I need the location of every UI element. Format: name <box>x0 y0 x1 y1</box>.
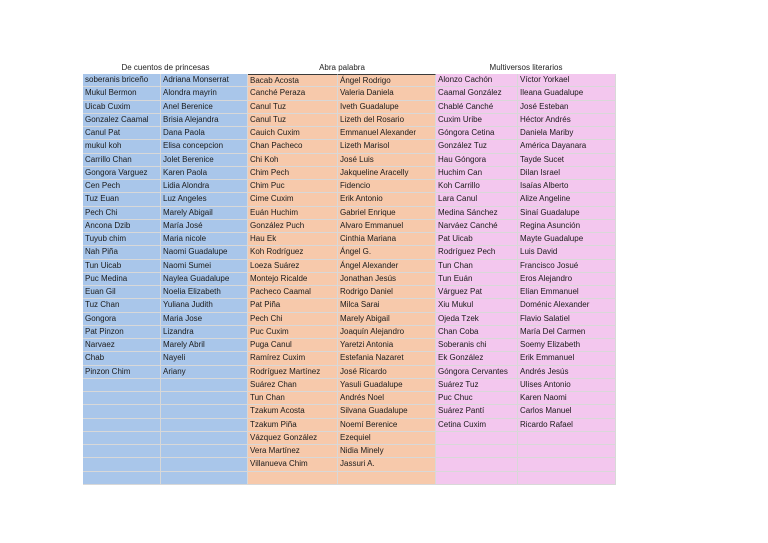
cell-abra-apellido[interactable]: Koh Rodríguez <box>248 246 338 259</box>
cell-multiversos-nombre[interactable]: Karen Naomi <box>518 392 616 405</box>
cell-abra-apellido[interactable]: González Puch <box>248 220 338 233</box>
cell-multiversos-apellido[interactable]: Koh Carrillo <box>436 180 518 193</box>
cell-princesas-nombre[interactable]: Anel Berenice <box>161 101 248 114</box>
cell-abra-apellido[interactable]: Cauich Cuxim <box>248 127 338 140</box>
cell-multiversos-apellido[interactable] <box>436 445 518 458</box>
cell-princesas-apellido[interactable]: soberanis briceño <box>83 74 161 87</box>
cell-abra-apellido[interactable]: Pacheco Caamal <box>248 286 338 299</box>
cell-multiversos-nombre[interactable]: Isaías Alberto <box>518 180 616 193</box>
cell-abra-nombre[interactable]: Silvana Guadalupe <box>338 405 436 418</box>
cell-multiversos-nombre[interactable]: Carlos Manuel <box>518 405 616 418</box>
cell-multiversos-nombre[interactable]: Ulises Antonio <box>518 379 616 392</box>
cell-multiversos-apellido[interactable] <box>436 432 518 445</box>
cell-abra-nombre[interactable]: Noemí Berenice <box>338 419 436 432</box>
table-row <box>83 167 616 180</box>
cell-abra-nombre[interactable]: Nidia Minely <box>338 445 436 458</box>
cell-princesas-nombre[interactable] <box>161 432 248 445</box>
cell-multiversos-nombre[interactable]: Ileana Guadalupe <box>518 87 616 100</box>
cell-multiversos-apellido[interactable]: Suárez Tuz <box>436 379 518 392</box>
cell-multiversos-nombre[interactable]: Tayde Sucet <box>518 154 616 167</box>
student-grid <box>83 74 616 485</box>
group-headers <box>83 62 616 74</box>
table-row <box>83 313 616 326</box>
cell-princesas-nombre[interactable]: Nayeli <box>161 352 248 365</box>
cell-multiversos-nombre[interactable]: América Dayanara <box>518 140 616 153</box>
cell-multiversos-apellido[interactable]: Alonzo Cachón <box>436 74 518 87</box>
cell-multiversos-apellido[interactable]: Chablé Canché <box>436 101 518 114</box>
cell-abra-apellido[interactable]: Montejo Ricalde <box>248 273 338 286</box>
cell-princesas-nombre[interactable]: Noelia Elizabeth <box>161 286 248 299</box>
cell-princesas-nombre[interactable] <box>161 419 248 432</box>
cell-princesas-apellido[interactable] <box>83 432 161 445</box>
cell-multiversos-nombre[interactable]: Daniela Mariby <box>518 127 616 140</box>
cell-princesas-nombre[interactable] <box>161 379 248 392</box>
cell-abra-apellido[interactable]: Loeza Suárez <box>248 260 338 273</box>
cell-abra-nombre[interactable]: Rodrigo Daniel <box>338 286 436 299</box>
cell-princesas-nombre[interactable]: Alondra mayrin <box>161 87 248 100</box>
cell-princesas-apellido[interactable] <box>83 472 161 485</box>
cell-abra-nombre[interactable]: Cinthia Mariana <box>338 233 436 246</box>
table-row <box>83 207 616 220</box>
cell-multiversos-apellido[interactable]: Xiu Mukul <box>436 299 518 312</box>
table-row <box>83 286 616 299</box>
cell-multiversos-apellido[interactable]: Caamal González <box>436 87 518 100</box>
table-row <box>83 379 616 392</box>
cell-princesas-apellido[interactable]: Ancona Dzib <box>83 220 161 233</box>
cell-multiversos-apellido[interactable]: Cuxim Uribe <box>436 114 518 127</box>
cell-princesas-nombre[interactable]: Maria nicole <box>161 233 248 246</box>
cell-multiversos-nombre[interactable]: Doménic Alexander <box>518 299 616 312</box>
table-row <box>83 101 616 114</box>
cell-multiversos-nombre[interactable]: Luis David <box>518 246 616 259</box>
cell-abra-nombre[interactable]: Andrés Noel <box>338 392 436 405</box>
cell-princesas-nombre[interactable]: Yuliana Judith <box>161 299 248 312</box>
cell-abra-nombre[interactable] <box>338 472 436 485</box>
cell-princesas-apellido[interactable]: Tuz Chan <box>83 299 161 312</box>
cell-multiversos-apellido[interactable]: Várguez Pat <box>436 286 518 299</box>
cell-multiversos-apellido[interactable] <box>436 472 518 485</box>
cell-multiversos-nombre[interactable]: Ricardo Rafael <box>518 419 616 432</box>
cell-princesas-apellido[interactable]: Gonzalez Caamal <box>83 114 161 127</box>
cell-princesas-apellido[interactable]: Cen Pech <box>83 180 161 193</box>
cell-princesas-apellido[interactable] <box>83 405 161 418</box>
cell-abra-nombre[interactable]: Fidencio <box>338 180 436 193</box>
table-row <box>83 352 616 365</box>
cell-abra-nombre[interactable]: José Luis <box>338 154 436 167</box>
cell-abra-apellido[interactable]: Tun Chan <box>248 392 338 405</box>
table-row <box>83 246 616 259</box>
cell-princesas-apellido[interactable] <box>83 419 161 432</box>
cell-abra-nombre[interactable]: Jassuri A. <box>338 458 436 471</box>
table-row <box>83 472 616 485</box>
cell-multiversos-nombre[interactable]: José Esteban <box>518 101 616 114</box>
table-row <box>83 419 616 432</box>
cell-abra-apellido[interactable]: Hau Ek <box>248 233 338 246</box>
cell-princesas-nombre[interactable]: Ariany <box>161 366 248 379</box>
cell-princesas-nombre[interactable] <box>161 445 248 458</box>
cell-princesas-apellido[interactable]: mukul koh <box>83 140 161 153</box>
cell-abra-nombre[interactable]: Yasuli Guadalupe <box>338 379 436 392</box>
table-row <box>83 114 616 127</box>
cell-abra-nombre[interactable]: Joaquín Alejandro <box>338 326 436 339</box>
cell-multiversos-apellido[interactable]: Suárez Pantí <box>436 405 518 418</box>
table-row <box>83 405 616 418</box>
cell-multiversos-nombre[interactable]: Alize Angeline <box>518 193 616 206</box>
cell-abra-nombre[interactable]: Lizeth del Rosario <box>338 114 436 127</box>
cell-abra-nombre[interactable]: Yaretzi Antonia <box>338 339 436 352</box>
cell-abra-apellido[interactable]: Canché Peraza <box>248 87 338 100</box>
cell-princesas-nombre[interactable]: Maria Jose <box>161 313 248 326</box>
cell-abra-nombre[interactable]: Jakqueline Aracelly <box>338 167 436 180</box>
table-row <box>83 180 616 193</box>
cell-princesas-apellido[interactable]: Pinzon Chim <box>83 366 161 379</box>
cell-abra-apellido[interactable]: Pat Piña <box>248 299 338 312</box>
cell-princesas-nombre[interactable] <box>161 405 248 418</box>
cell-princesas-apellido[interactable]: Pech Chi <box>83 207 161 220</box>
cell-princesas-apellido[interactable]: Mukul Bermon <box>83 87 161 100</box>
table-row <box>83 339 616 352</box>
cell-multiversos-nombre[interactable]: Dilan Israel <box>518 167 616 180</box>
cell-princesas-apellido[interactable]: Carrillo Chan <box>83 154 161 167</box>
cell-abra-apellido[interactable]: Villanueva Chim <box>248 458 338 471</box>
cell-princesas-nombre[interactable] <box>161 392 248 405</box>
cell-multiversos-apellido[interactable]: González Tuz <box>436 140 518 153</box>
cell-princesas-nombre[interactable]: Naomi Sumei <box>161 260 248 273</box>
cell-multiversos-apellido[interactable]: Ojeda Tzek <box>436 313 518 326</box>
cell-princesas-nombre[interactable]: Adriana Monserrat <box>161 74 248 87</box>
cell-abra-nombre[interactable]: José Ricardo <box>338 366 436 379</box>
cell-multiversos-apellido[interactable]: Puc Chuc <box>436 392 518 405</box>
cell-abra-apellido[interactable]: Chi Koh <box>248 154 338 167</box>
cell-multiversos-nombre[interactable]: María Del Carmen <box>518 326 616 339</box>
cell-princesas-apellido[interactable]: Tuyub chim <box>83 233 161 246</box>
cell-multiversos-nombre[interactable]: Soemy Elizabeth <box>518 339 616 352</box>
cell-princesas-nombre[interactable]: Jolet Berenice <box>161 154 248 167</box>
cell-abra-apellido[interactable]: Chim Pech <box>248 167 338 180</box>
cell-multiversos-apellido[interactable]: Lara Canul <box>436 193 518 206</box>
cell-princesas-apellido[interactable] <box>83 392 161 405</box>
cell-princesas-apellido[interactable]: Tun Uicab <box>83 260 161 273</box>
cell-multiversos-apellido[interactable]: Góngora Cetina <box>436 127 518 140</box>
table-row <box>83 233 616 246</box>
cell-multiversos-nombre[interactable]: Regina Asunción <box>518 220 616 233</box>
cell-abra-nombre[interactable]: Ángel G. <box>338 246 436 259</box>
cell-multiversos-apellido[interactable]: Rodríguez Pech <box>436 246 518 259</box>
table-row <box>83 366 616 379</box>
cell-multiversos-apellido[interactable]: Tun Euán <box>436 273 518 286</box>
group-header-multiversos: Multiversos literarios <box>489 63 563 72</box>
cell-abra-apellido[interactable]: Chim Puc <box>248 180 338 193</box>
cell-multiversos-apellido[interactable]: Medina Sánchez <box>436 207 518 220</box>
cell-abra-apellido[interactable]: Tzakum Acosta <box>248 405 338 418</box>
cell-princesas-apellido[interactable]: Nah Piña <box>83 246 161 259</box>
cell-abra-apellido[interactable]: Vera Martínez <box>248 445 338 458</box>
cell-abra-nombre[interactable]: Gabriel Enrique <box>338 207 436 220</box>
cell-abra-apellido[interactable]: Suárez Chan <box>248 379 338 392</box>
cell-multiversos-apellido[interactable]: Chan Coba <box>436 326 518 339</box>
table-row <box>83 74 616 87</box>
table-row <box>83 326 616 339</box>
cell-abra-nombre[interactable]: Erik Antonio <box>338 193 436 206</box>
cell-princesas-nombre[interactable]: Dana Paola <box>161 127 248 140</box>
cell-princesas-nombre[interactable] <box>161 458 248 471</box>
cell-princesas-nombre[interactable]: Lizandra <box>161 326 248 339</box>
cell-multiversos-nombre[interactable]: Héctor Andrés <box>518 114 616 127</box>
table-row <box>83 432 616 445</box>
cell-abra-apellido[interactable]: Bacab Acosta <box>248 74 338 87</box>
cell-multiversos-nombre[interactable]: Víctor Yorkael <box>518 74 616 87</box>
cell-princesas-nombre[interactable]: Lidia Alondra <box>161 180 248 193</box>
cell-multiversos-apellido[interactable]: Góngora Cervantes <box>436 366 518 379</box>
table-row <box>83 299 616 312</box>
cell-multiversos-nombre[interactable]: Flavio Salatiel <box>518 313 616 326</box>
cell-abra-apellido[interactable]: Canul Tuz <box>248 101 338 114</box>
cell-abra-apellido[interactable]: Rodríguez Martínez <box>248 366 338 379</box>
cell-multiversos-nombre[interactable] <box>518 458 616 471</box>
cell-princesas-apellido[interactable]: Narvaez <box>83 339 161 352</box>
cell-multiversos-apellido[interactable]: Tun Chan <box>436 260 518 273</box>
cell-abra-nombre[interactable]: Ángel Rodrigo <box>338 74 436 87</box>
cell-princesas-nombre[interactable]: María José <box>161 220 248 233</box>
cell-princesas-nombre[interactable]: Luz Angeles <box>161 193 248 206</box>
cell-multiversos-apellido[interactable]: Ek González <box>436 352 518 365</box>
cell-multiversos-apellido[interactable]: Huchim Can <box>436 167 518 180</box>
cell-multiversos-apellido[interactable]: Cetina Cuxim <box>436 419 518 432</box>
cell-abra-apellido[interactable]: Cime Cuxim <box>248 193 338 206</box>
group-header-princesas: De cuentos de princesas <box>121 63 210 72</box>
cell-princesas-nombre[interactable]: Elisa concepcion <box>161 140 248 153</box>
table-row <box>83 87 616 100</box>
cell-abra-apellido[interactable]: Vázquez González <box>248 432 338 445</box>
cell-abra-nombre[interactable]: Valeria Daniela <box>338 87 436 100</box>
cell-princesas-apellido[interactable] <box>83 379 161 392</box>
cell-princesas-nombre[interactable]: Marely Abril <box>161 339 248 352</box>
table-row <box>83 127 616 140</box>
cell-multiversos-nombre[interactable] <box>518 432 616 445</box>
cell-abra-nombre[interactable]: Jonathan Jesús <box>338 273 436 286</box>
table-row <box>83 220 616 233</box>
cell-multiversos-apellido[interactable]: Narváez Canché <box>436 220 518 233</box>
cell-abra-apellido[interactable] <box>248 472 338 485</box>
cell-princesas-nombre[interactable]: Karen Paola <box>161 167 248 180</box>
cell-multiversos-nombre[interactable]: Sinaí Guadalupe <box>518 207 616 220</box>
cell-princesas-apellido[interactable]: Gongora Varguez <box>83 167 161 180</box>
cell-abra-apellido[interactable]: Canul Tuz <box>248 114 338 127</box>
spreadsheet <box>83 62 616 485</box>
cell-multiversos-nombre[interactable]: Francisco Josué <box>518 260 616 273</box>
table-row <box>83 193 616 206</box>
cell-princesas-nombre[interactable]: Marely Abigail <box>161 207 248 220</box>
cell-multiversos-nombre[interactable]: Elían Emmanuel <box>518 286 616 299</box>
cell-abra-nombre[interactable]: Milca Sarai <box>338 299 436 312</box>
cell-multiversos-nombre[interactable]: Eros Alejandro <box>518 273 616 286</box>
cell-princesas-apellido[interactable]: Chab <box>83 352 161 365</box>
cell-abra-apellido[interactable]: Chan Pacheco <box>248 140 338 153</box>
cell-abra-nombre[interactable]: Lizeth Marisol <box>338 140 436 153</box>
table-row <box>83 154 616 167</box>
cell-princesas-nombre[interactable]: Naomi Guadalupe <box>161 246 248 259</box>
cell-abra-apellido[interactable]: Euán Huchim <box>248 207 338 220</box>
cell-abra-nombre[interactable]: Emmanuel Alexander <box>338 127 436 140</box>
table-row <box>83 445 616 458</box>
table-row <box>83 392 616 405</box>
cell-multiversos-nombre[interactable] <box>518 472 616 485</box>
cell-princesas-nombre[interactable] <box>161 472 248 485</box>
table-row <box>83 140 616 153</box>
cell-multiversos-nombre[interactable]: Mayte Guadalupe <box>518 233 616 246</box>
cell-abra-nombre[interactable]: Marely Abigail <box>338 313 436 326</box>
cell-abra-nombre[interactable]: Iveth Guadalupe <box>338 101 436 114</box>
cell-multiversos-nombre[interactable]: Erik Emmanuel <box>518 352 616 365</box>
cell-abra-nombre[interactable]: Ángel Alexander <box>338 260 436 273</box>
cell-multiversos-apellido[interactable]: Pat Uicab <box>436 233 518 246</box>
cell-princesas-apellido[interactable]: Pat Pinzon <box>83 326 161 339</box>
cell-princesas-nombre[interactable]: Naylea Guadalupe <box>161 273 248 286</box>
table-row <box>83 260 616 273</box>
table-row <box>83 273 616 286</box>
cell-abra-nombre[interactable]: Ezequiel <box>338 432 436 445</box>
cell-multiversos-nombre[interactable] <box>518 445 616 458</box>
cell-abra-apellido[interactable]: Puc Cuxim <box>248 326 338 339</box>
cell-multiversos-apellido[interactable] <box>436 458 518 471</box>
cell-abra-nombre[interactable]: Estefania Nazaret <box>338 352 436 365</box>
cell-princesas-apellido[interactable]: Tuz Euan <box>83 193 161 206</box>
cell-abra-apellido[interactable]: Tzakum Piña <box>248 419 338 432</box>
cell-princesas-nombre[interactable]: Brisia Alejandra <box>161 114 248 127</box>
cell-princesas-apellido[interactable]: Gongora <box>83 313 161 326</box>
cell-multiversos-apellido[interactable]: Soberanis chi <box>436 339 518 352</box>
cell-princesas-apellido[interactable]: Canul Pat <box>83 127 161 140</box>
cell-abra-nombre[interactable]: Alvaro Emmanuel <box>338 220 436 233</box>
cell-princesas-apellido[interactable]: Euan Gil <box>83 286 161 299</box>
cell-multiversos-nombre[interactable]: Andrés Jesús <box>518 366 616 379</box>
cell-abra-apellido[interactable]: Ramírez Cuxim <box>248 352 338 365</box>
cell-princesas-apellido[interactable] <box>83 445 161 458</box>
cell-abra-apellido[interactable]: Pech Chi <box>248 313 338 326</box>
cell-multiversos-apellido[interactable]: Hau Góngora <box>436 154 518 167</box>
cell-princesas-apellido[interactable]: Uicab Cuxim <box>83 101 161 114</box>
table-row <box>83 458 616 471</box>
cell-abra-apellido[interactable]: Puga Canul <box>248 339 338 352</box>
cell-princesas-apellido[interactable] <box>83 458 161 471</box>
group-header-abra-palabra: Abra palabra <box>319 63 365 72</box>
cell-princesas-apellido[interactable]: Puc Medina <box>83 273 161 286</box>
